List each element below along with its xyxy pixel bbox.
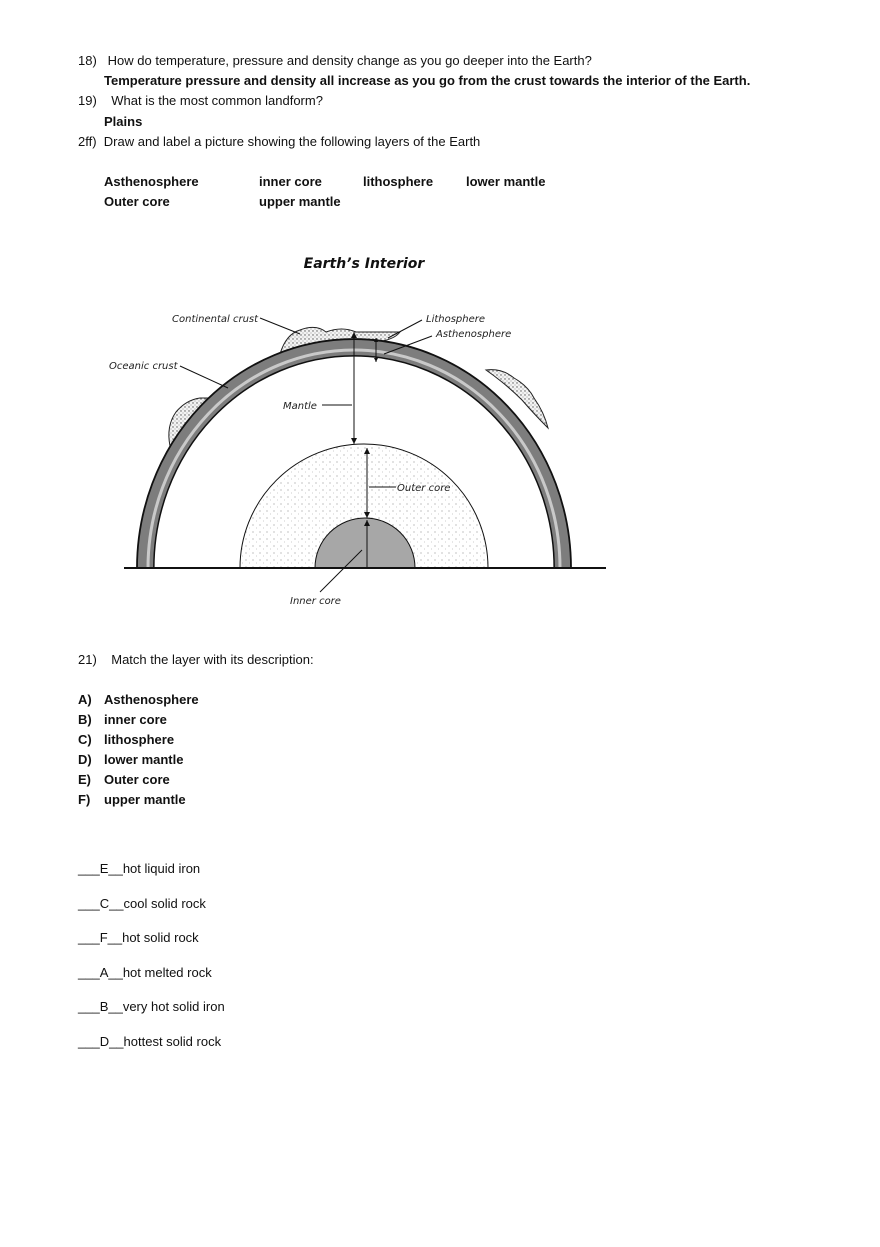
q18-question-line — [78, 53, 592, 69]
option-text: lithosphere — [104, 732, 175, 747]
label-asthenosphere: Asthenosphere — [436, 329, 512, 340]
earth-interior-diagram — [104, 250, 610, 610]
layer-term: inner core — [259, 174, 322, 189]
option-letter: D) — [78, 752, 92, 767]
option-letter: A) — [78, 692, 92, 707]
option-text: Outer core — [104, 772, 170, 787]
q20-number: 2ff) — [78, 134, 97, 149]
q19-number: 19) — [78, 93, 97, 108]
layer-term: Outer core — [104, 194, 170, 209]
option-letter: F) — [78, 792, 91, 807]
q18-question: How do temperature, pressure and density change as you go deeper into the Earth? — [107, 53, 592, 68]
option-letter: B) — [78, 712, 92, 727]
option-letter: C) — [78, 732, 92, 747]
q19-question: What is the most common landform? — [111, 93, 323, 108]
option-item — [78, 712, 167, 728]
option-item — [78, 792, 186, 808]
option-item — [78, 732, 174, 748]
q21-number: 21) — [78, 652, 97, 667]
match-answer: ___A__hot melted rock — [78, 965, 212, 980]
option-text: inner core — [104, 712, 167, 727]
match-answer: ___C__cool solid rock — [78, 896, 206, 911]
option-text: lower mantle — [104, 752, 184, 767]
option-text: upper mantle — [104, 792, 186, 807]
layer-term: lower mantle — [466, 174, 546, 189]
label-continental-crust: Continental crust — [172, 314, 259, 325]
option-item — [78, 752, 183, 768]
q21-question: Match the layer with its description: — [111, 652, 314, 667]
q19-question-line — [78, 93, 323, 109]
label-mantle: Mantle — [283, 401, 317, 412]
label-oceanic-crust: Oceanic crust — [109, 361, 178, 372]
q19-answer: Plains — [104, 114, 143, 129]
q20-question-line — [78, 134, 480, 150]
match-answer: ___F__hot solid rock — [78, 930, 199, 945]
q18-answer: Temperature pressure and density all increase as you go from the crust towards the interior of the Earth. — [104, 73, 751, 88]
option-item — [78, 692, 199, 708]
q20-question: Draw and label a picture showing the following layers of the Earth — [103, 134, 481, 149]
q21-question-line — [78, 652, 314, 668]
match-answer: ___D__hottest solid rock — [78, 1034, 222, 1049]
match-answer: ___B__very hot solid iron — [78, 999, 225, 1014]
label-lithosphere: Lithosphere — [426, 314, 486, 325]
label-outer-core: Outer core — [397, 483, 451, 494]
option-text: Asthenosphere — [104, 692, 199, 707]
q18-number: 18) — [78, 53, 97, 68]
label-inner-core: Inner core — [290, 596, 341, 607]
match-answer: ___E__hot liquid iron — [78, 861, 201, 876]
diagram-title: Earth’s Interior — [303, 256, 425, 272]
layer-term: upper mantle — [259, 194, 341, 209]
layer-term: lithosphere — [363, 174, 434, 189]
option-letter: E) — [78, 772, 91, 787]
layer-term: Asthenosphere — [104, 174, 199, 189]
option-item — [78, 772, 170, 788]
